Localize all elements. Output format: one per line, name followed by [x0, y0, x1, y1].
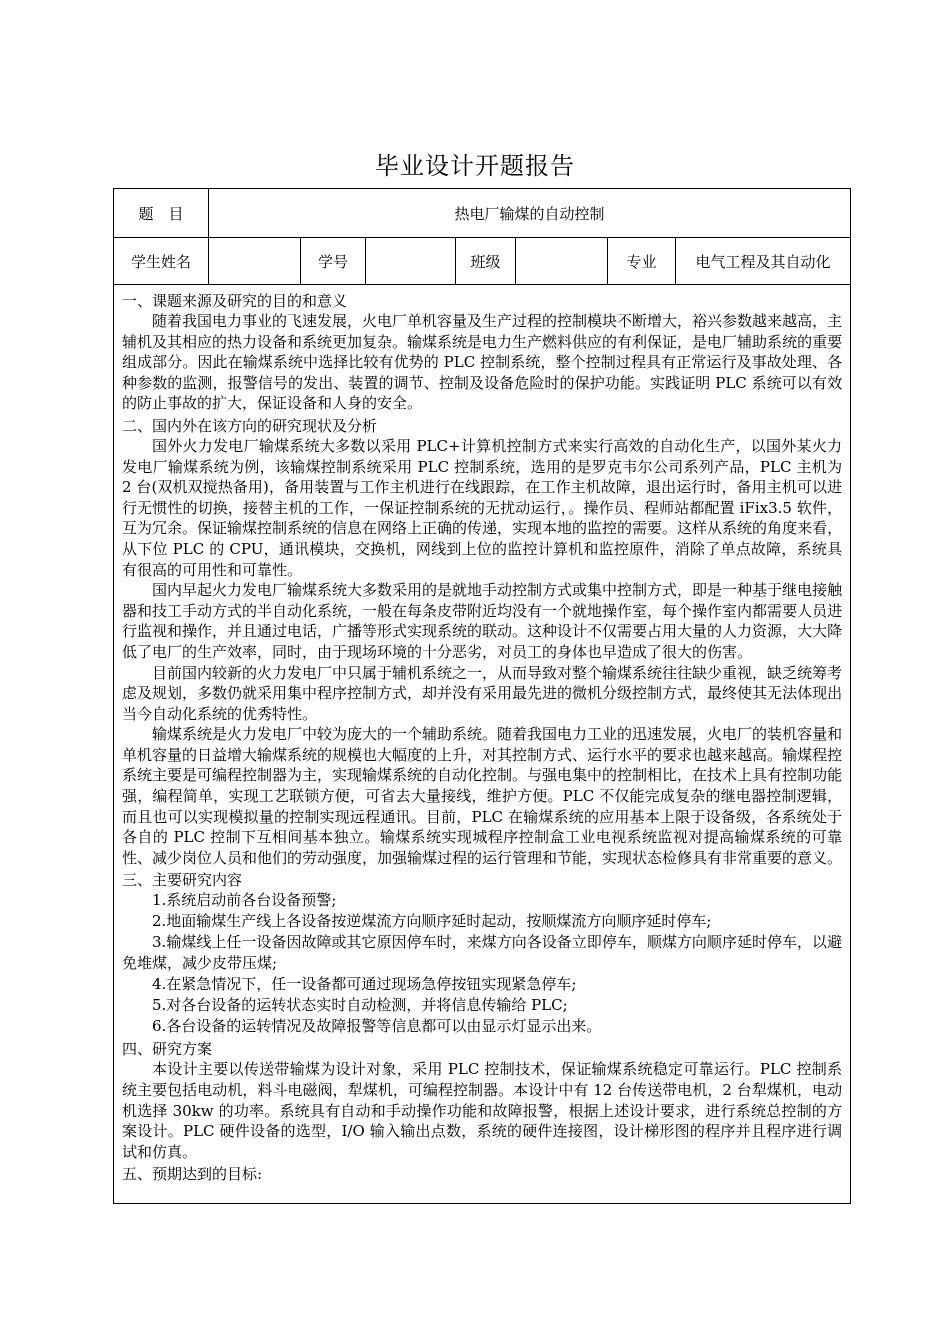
student-name-value [209, 238, 301, 285]
section-4-title: 四、研究方案 [122, 1040, 213, 1059]
topic-label: 题 目 [114, 189, 209, 238]
topic-value: 热电厂输煤的自动控制 [209, 189, 851, 238]
research-item-2: 2.地面输煤生产线上各设备按逆煤流方向顺序延时起动，按顺煤流方向顺序延时停车; [152, 912, 712, 931]
student-name-label: 学生姓名 [114, 238, 209, 285]
research-item-3: 3.输煤线上任一设备因故障或其它原因停车时，来煤方向各设备立即停车，顺煤方向顺序延时停车，以避免堆煤，减少皮带压煤; [122, 933, 843, 973]
section-1-title: 一、课题来源及研究的目的和意义 [122, 292, 348, 310]
research-item-6: 6.各台设备的运转情况及故障报警等信息都可以由显示灯显示出来。 [152, 1017, 602, 1036]
report-body [114, 285, 851, 1204]
section-2-paragraph-2: 国内早起火力发电厂输煤系统大多数采用的是就地手动控制方式或集中控制方式，即是一种基于继电接触器和技工手动方式的半自动化系统，一般在每条皮带附近均没有一个就地操作室，每个操作室内都需要人员进行监视和操作，并且通过电话，广播等形式实现系统的联动。这种设计不仅需要占用大量的人力资源，大大降低了电厂的生产效率，同时，由于现场环境的十分恶劣，对员工的身体也早造成了很大的伤害。 [122, 581, 843, 661]
section-2-title: 二、国内外在该方向的研究现状及分析 [122, 416, 378, 435]
research-item-1: 1.系统启动前各台设备预警; [152, 891, 337, 910]
section-2-paragraph-3: 目前国内较新的火力发电厂中只属于辅机系统之一，从而导致对整个输煤系统往往缺少重视，缺乏统筹考虑及规划，多数仍就采用集中程序控制方式，却并没有采用最先进的微机分级控制方式，最终使其无法体现出当今自动化系统的优秀特性。 [122, 663, 843, 723]
research-item-5: 5.对各台设备的运转状态实时自动检测，并将信息传输给 PLC; [152, 996, 568, 1015]
class-label: 班级 [456, 238, 516, 285]
section-2-paragraph-4: 输煤系统是火力发电厂中较为庞大的一个辅助系统。随着我国电力工业的迅速发展，火电厂的装机容量和单机容量的日益增大输煤系统的规模也大幅度的上升，对其控制方式、运行水平的要求也越来越高。输煤程控系统主要是可编程控制器为主，实现输煤系统的自动化控制。与强电集中的控制相比，在技术上具有控制功能强，编程简单，实现工艺联锁方便，可省去大量接线，维护方便。PLC 不仅能完成复杂的继电器控制逻辑，而且也可以实现模拟量的控制实现远程通讯。目前，PLC 在输煤系统的应用基本上限于设备级，各系统处于各自的 PLC 控制下互相间基本独立。输煤系统实现城程序控制盒工业电视系统监视对提高输煤系统的可靠性、减少岗位人员和他们的劳动强度，加强输煤过程的运行管理和节能，实现状态检修具有非常重要的意义。 [122, 725, 843, 867]
student-id-value [366, 238, 456, 285]
section-1-paragraph: 随着我国电力事业的飞速发展，火电厂单机容量及生产过程的控制模块不断增大，裕兴参数越来越高，主辅机及其相应的热力设备和系统更加复杂。输煤系统是电力生产燃料供应的有利保证，是电厂辅助系统的重要组成部分。因此在输煤系统中选择比较有优势的 PLC 控制系统，整个控制过程具有正常运行及事故处理、各种参数的监测，报警信号的发出、装置的调节、控制及设备危险时的保护功能。实践证明 PLC 系统可以有效的防止事故的扩大，保证设备和人身的安全。 [122, 312, 843, 413]
section-4-paragraph: 本设计主要以传送带输煤为设计对象，采用 PLC 控制技术，保证输煤系统稳定可靠运行。PLC 控制系统主要包括电动机，料斗电磁阀，犁煤机，可编程控制器。本设计中有 12 台传送带电机，2 台犁煤机，电动机选择 30kw 的功率。系统具有自动和手动操作功能和故障报警，根据上述设计要求，进行系统总控制的方案设计。PLC 硬件设备的选型，I/O 输入输出点数，系统的硬件连接图，设计梯形图的程序并且程序进行调试和仿真。 [122, 1060, 843, 1161]
proposal-form-table [113, 188, 851, 1204]
section-2-paragraph-1: 国外火力发电厂输煤系统大多数以采用 PLC+计算机控制方式来实行高效的自动化生产，以国外某火力发电厂输煤系统为例，该输煤控制系统采用 PLC 控制系统，选用的是罗克韦尔公司系列产品，PLC 主机为 2 台(双机双搅热备用)，备用装置与工作主机进行在线跟踪，在工作主机故障，退出运行时，备用主机可以进行无惯性的切换，接替主机的工作，一保证控制系统的无扰动运行，。操作员、程师站都配置 iFix3.5 软件，互为冗余。保证输煤控制系统的信息在网络上正确的传递，实现本地的监控的需要。这样从系统的角度来看，从下位 PLC 的 CPU，通讯模块，交换机，网线到上位的监控计算机和监控原件，消除了单点故障，系统具有很高的可用性和可靠性。 [122, 436, 843, 579]
section-3-title: 三、主要研究内容 [122, 871, 243, 890]
section-5-title: 五、预期达到的目标: [122, 1165, 263, 1184]
class-value [516, 238, 608, 285]
major-value: 电气工程及其自动化 [676, 238, 851, 285]
student-id-label: 学号 [301, 238, 366, 285]
major-label: 专业 [608, 238, 676, 285]
research-item-4: 4.在紧急情况下，任一设备都可通过现场急停按钮实现紧急停车; [152, 975, 577, 994]
document-title: 毕业设计开题报告 [375, 152, 575, 180]
